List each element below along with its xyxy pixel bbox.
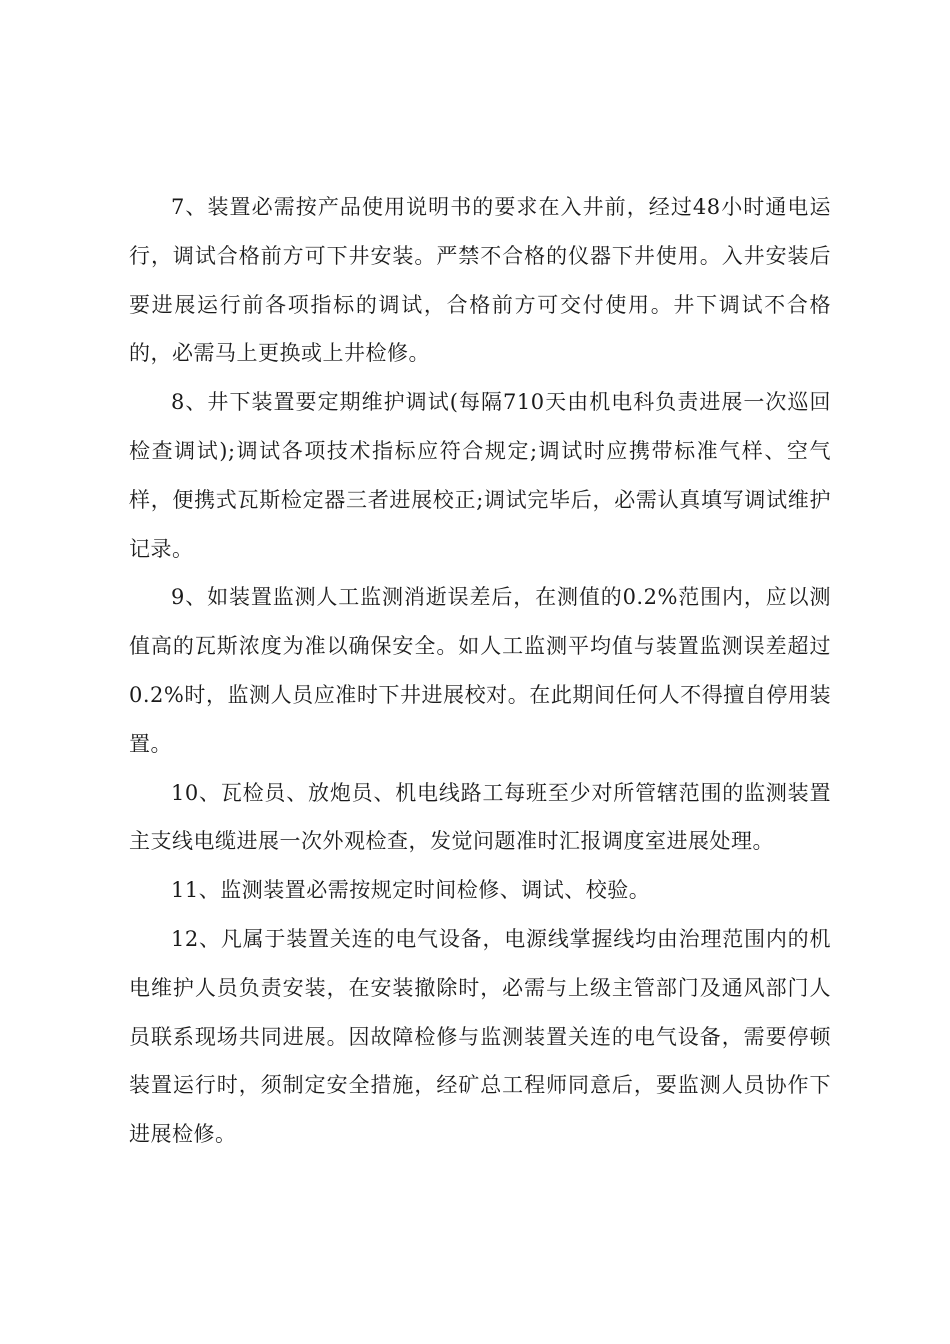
paragraph-item-7: 7、装置必需按产品使用说明书的要求在入井前，经过48小时通电运行，调试合格前方可下井安装。严禁不合格的仪器下井使用。入井安装后要进展运行前各项指标的调试，合格前方可交付使用。井下调试不合格的，必需马上更换或上井检修。 [129,195,831,366]
paragraph-item-12: 12、凡属于装置关连的电气设备，电源线掌握线均由治理范围内的机电维护人员负责安装，在安装撤除时，必需与上级主管部门及通风部门人员联系现场共同进展。因故障检修与监测装置关连的电气设备，需要停顿装置运行时，须制定安全措施，经矿总工程师同意后，要监测人员协作下进展检修。 [129,926,831,1147]
paragraph-item-11: 11、监测装置必需按规定时间检修、调试、校验。 [171,878,651,903]
paragraph-item-8: 8、井下装置要定期维护调试(每隔710天由机电科负责进展一次巡回检查调试);调试各项技术指标应符合规定;调试时应携带标准气样、空气样，便携式瓦斯检定器三者进展校正;调试完毕后，必需认真填写调试维护记录。 [129,390,831,561]
paragraph-item-10: 10、瓦检员、放炮员、机电线路工每班至少对所管辖范围的监测装置主支线电缆进展一次外观检查，发觉问题准时汇报调度室进展处理。 [129,780,831,854]
document-body [129,183,831,1159]
paragraph-item-9: 9、如装置监测人工监测消逝误差后，在测值的0.2%范围内，应以测值高的瓦斯浓度为准以确保安全。如人工监测平均值与装置监测误差超过0.2%时，监测人员应准时下井进展校对。在此期间任何人不得擅自停用装置。 [129,585,831,756]
